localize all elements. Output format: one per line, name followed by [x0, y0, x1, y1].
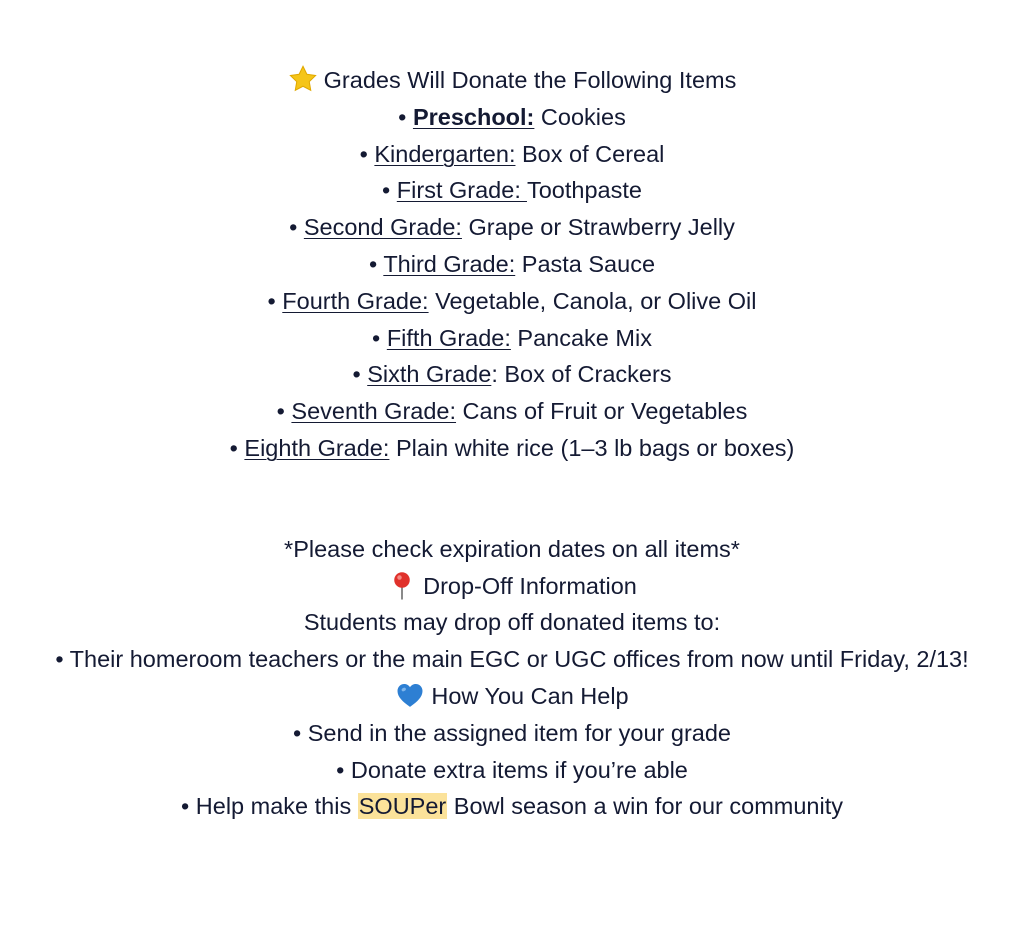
help-item: • Donate extra items if you’re able [336, 756, 688, 783]
pushpin-icon [387, 570, 417, 600]
grade-label: Kindergarten: [374, 140, 516, 167]
dropoff-item: • Their homeroom teachers or the main EGC or UGC offices from now until Friday, 2/13! [55, 646, 969, 673]
grade-item-kindergarten: • Kindergarten: Box of Cereal [359, 140, 665, 167]
expiration-note: *Please check expiration dates on all items* [284, 535, 740, 562]
section-spacer [0, 467, 1024, 531]
help-item: • Help make this SOUPer Bowl season a win for our community [181, 793, 843, 820]
donation-heading: Grades Will Donate the Following Items [0, 62, 1024, 99]
dropoff-heading: Drop-Off Information [0, 568, 1024, 605]
grade-item-second: • Second Grade: Grape or Strawberry Jelly [289, 214, 735, 241]
grade-label: Third Grade: [383, 250, 516, 277]
grade-item-eighth: • Eighth Grade: Plain white rice (1–3 lb bags or boxes) [229, 434, 795, 461]
grade-label: Eighth Grade: [244, 434, 390, 461]
grade-donation: Pasta Sauce [515, 250, 656, 277]
announcement [0, 62, 1024, 825]
help-heading: How You Can Help [0, 678, 1024, 715]
dropoff-intro: Students may drop off donated items to: [303, 609, 721, 636]
grade-label: Sixth Grade [367, 361, 492, 388]
help-item: • Send in the assigned item for your grade [292, 719, 732, 746]
grade-donation: Toothpaste [526, 177, 642, 204]
grade-label: Preschool: [412, 103, 535, 130]
grade-donation: Grape or Strawberry Jelly [461, 214, 735, 241]
grade-label: Fifth Grade: [386, 324, 511, 351]
highlighted-text: SOUPer [358, 793, 447, 820]
grade-donation: Plain white rice (1–3 lb bags or boxes) [389, 434, 795, 461]
grade-item-fourth: • Fourth Grade: Vegetable, Canola, or Olive Oil [267, 287, 757, 314]
grade-item-sixth: • Sixth Grade: Box of Crackers [352, 361, 672, 388]
grade-label: Seventh Grade: [291, 398, 457, 425]
grade-item-third: • Third Grade: Pasta Sauce [368, 250, 656, 277]
grade-donation: Cans of Fruit or Vegetables [456, 398, 748, 425]
grade-label: Fourth Grade: [282, 287, 429, 314]
grade-label: First Grade: [396, 177, 527, 204]
grade-donation: : Box of Crackers [491, 361, 672, 388]
blue-heart-icon [395, 680, 425, 710]
grade-donation: Pancake Mix [510, 324, 652, 351]
grade-item-seventh: • Seventh Grade: Cans of Fruit or Vegetables [276, 398, 748, 425]
grade-donation: Cookies [534, 103, 626, 130]
grade-label: Second Grade: [303, 214, 462, 241]
grade-item-preschool: • Preschool: Cookies [398, 103, 626, 130]
grade-donation: Box of Cereal [515, 140, 665, 167]
grade-item-fifth: • Fifth Grade: Pancake Mix [372, 324, 652, 351]
grade-donation: Vegetable, Canola, or Olive Oil [428, 287, 757, 314]
star-icon [288, 64, 318, 94]
grade-item-first: • First Grade: Toothpaste [382, 177, 642, 204]
